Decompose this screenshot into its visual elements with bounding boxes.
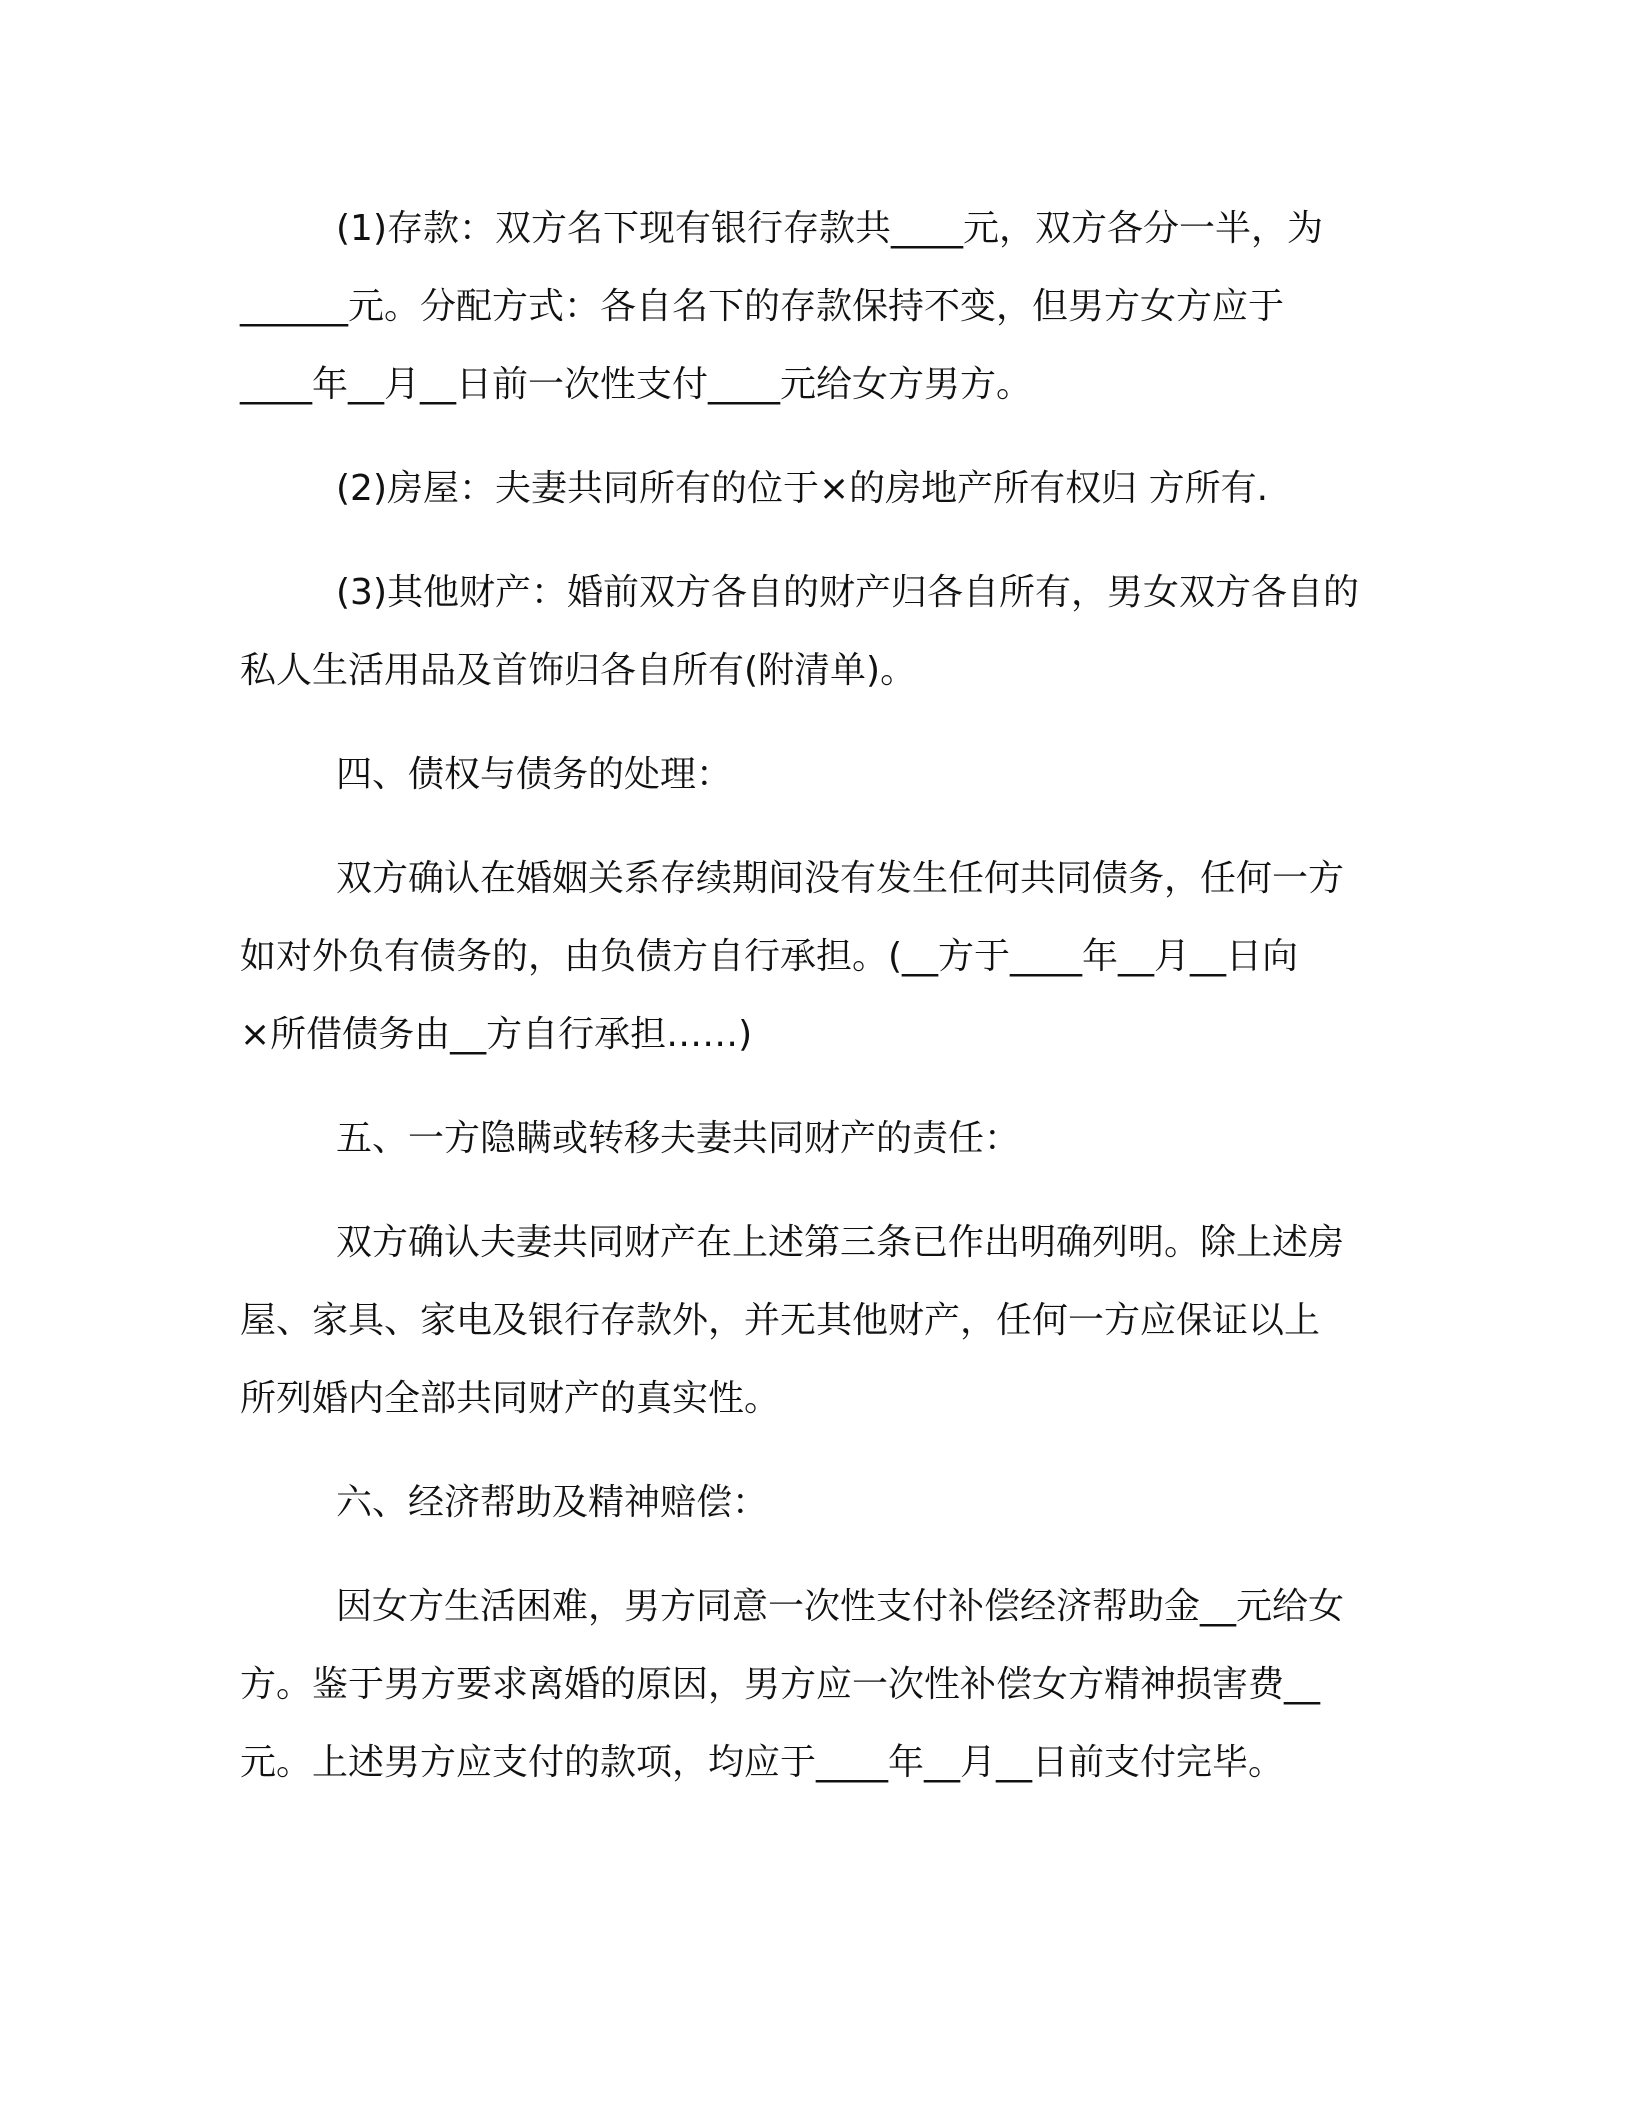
text-line: ______元。分配方式：各自名下的存款保持不变，但男方女方应于 bbox=[240, 286, 1285, 327]
section-heading-6 bbox=[240, 1464, 1400, 1542]
text-line: 双方确认在婚姻关系存续期间没有发生任何共同债务，任何一方 bbox=[336, 858, 1345, 899]
paragraph-deposit bbox=[240, 190, 1400, 424]
text-line: 因女方生活困难，男方同意一次性支付补偿经济帮助金__元给女 bbox=[336, 1586, 1345, 1627]
section-heading-5 bbox=[240, 1100, 1400, 1178]
text-line: 方。鉴于男方要求离婚的原因，男方应一次性补偿女方精神损害费__ bbox=[240, 1664, 1321, 1705]
text-line: (2)房屋：夫妻共同所有的位于×的房地产所有权归 方所有. bbox=[336, 468, 1269, 509]
text-line: 如对外负有债务的，由负债方自行承担。(__方于____年__月__日向 bbox=[240, 936, 1299, 977]
paragraph-house bbox=[240, 450, 1400, 528]
heading-text: 五、一方隐瞒或转移夫妻共同财产的责任： bbox=[336, 1118, 1021, 1159]
text-line: ×所借债务由__方自行承担……) bbox=[240, 1014, 753, 1055]
text-line: (3)其他财产：婚前双方各自的财产归各自所有，男女双方各自的 bbox=[336, 572, 1359, 613]
heading-text: 六、经济帮助及精神赔偿： bbox=[336, 1482, 769, 1523]
paragraph-debts bbox=[240, 840, 1400, 1074]
text-line: (1)存款：双方名下现有银行存款共____元，双方各分一半，为 bbox=[336, 208, 1323, 249]
paragraph-concealment bbox=[240, 1204, 1400, 1438]
text-line: 屋、家具、家电及银行存款外，并无其他财产，任何一方应保证以上 bbox=[240, 1300, 1321, 1341]
document-body bbox=[240, 190, 1400, 1828]
text-line: 双方确认夫妻共同财产在上述第三条已作出明确列明。除上述房 bbox=[336, 1222, 1345, 1263]
section-heading-4 bbox=[240, 736, 1400, 814]
paragraph-compensation bbox=[240, 1568, 1400, 1802]
text-line: 所列婚内全部共同财产的真实性。 bbox=[240, 1378, 781, 1419]
text-line: ____年__月__日前一次性支付____元给女方男方。 bbox=[240, 364, 1033, 405]
paragraph-other-property bbox=[240, 554, 1400, 710]
heading-text: 四、债权与债务的处理： bbox=[336, 754, 733, 795]
text-line: 元。上述男方应支付的款项，均应于____年__月__日前支付完毕。 bbox=[240, 1742, 1285, 1783]
text-line: 私人生活用品及首饰归各自所有(附清单)。 bbox=[240, 650, 917, 691]
